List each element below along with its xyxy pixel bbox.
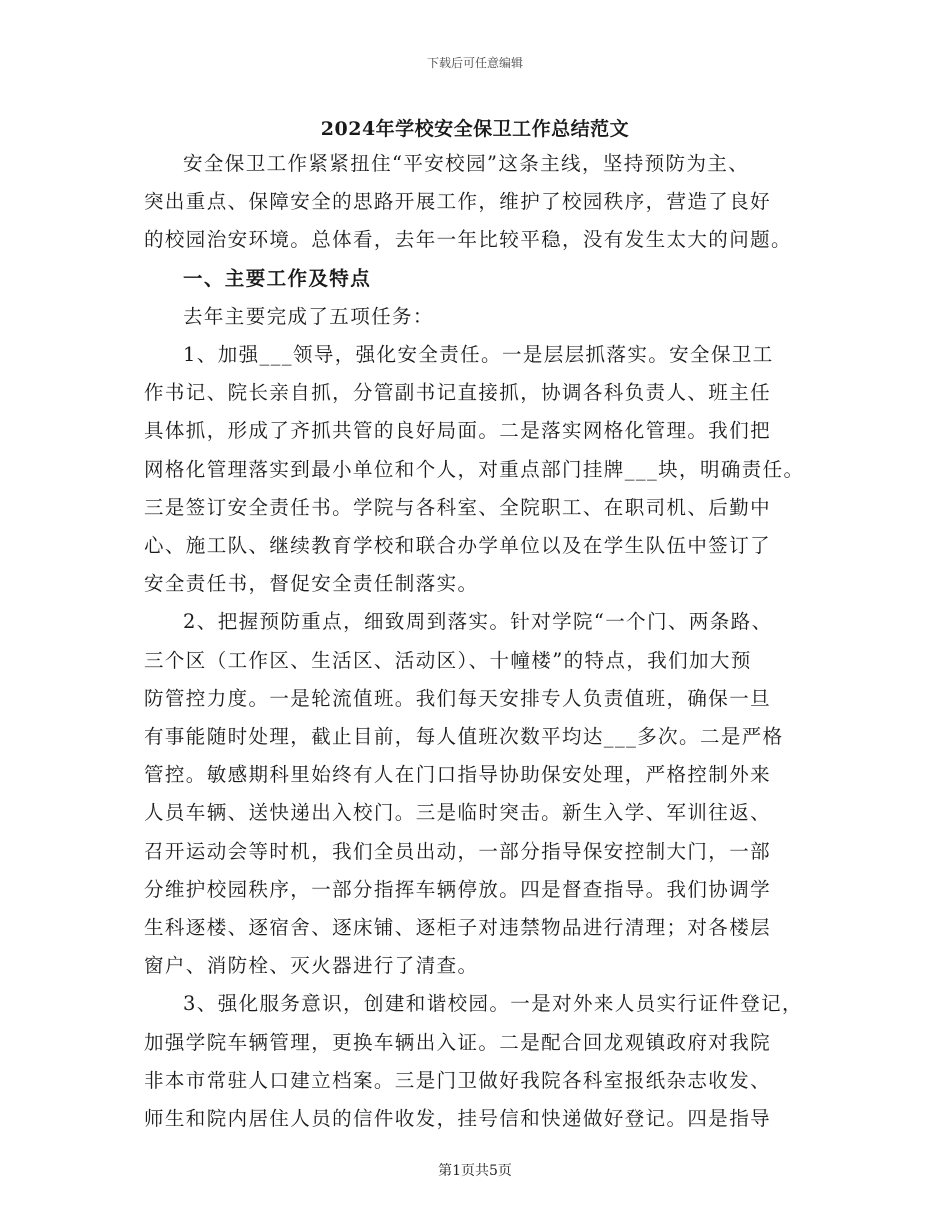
body-line: 3、强化服务意识，创建和谐校园。一是对外来人员实行证件登记， xyxy=(183,992,803,1016)
body-line: 网格化管理落实到最小单位和个人，对重点部门挂牌___块，明确责任。 xyxy=(144,457,805,481)
section-heading: 一、主要工作及特点 xyxy=(183,266,372,290)
body-line: 师生和院内居住人员的信件收发，挂号信和快递做好登记。四是指导 xyxy=(144,1107,772,1130)
body-line: 2、把握预防重点，细致周到落实。针对学院“一个门、两条路、 xyxy=(183,610,773,634)
body-line: 管控。敏感期科里始终有人在门口指导协助保安处理，严格控制外来 xyxy=(144,763,772,787)
body-line: 1、加强___领导，强化安全责任。一是层层抓落实。安全保卫工 xyxy=(183,343,774,366)
body-line: 安全保卫工作紧紧扭住“平安校园”这条主线，坚持预防为主、 xyxy=(183,152,750,175)
body-line: 安全责任书，督促安全责任制落实。 xyxy=(144,572,479,596)
body-line: 生科逐楼、逐宿舍、逐床铺、逐柜子对违禁物品进行清理；对各楼层 xyxy=(144,916,772,939)
body-line: 非本市常驻人口建立档案。三是门卫做好我院各科室报纸杂志收发、 xyxy=(144,1068,772,1092)
document-title: 2024年学校安全保卫工作总结范文 xyxy=(320,118,630,140)
body-line: 分维护校园秩序，一部分指挥车辆停放。四是督查指导。我们协调学 xyxy=(144,877,772,901)
body-line: 三个区（工作区、生活区、活动区）、十幢楼”的特点，我们加大预 xyxy=(144,648,752,672)
body-line: 有事能随时处理，截止目前，每人值班次数平均达___多次。二是严格 xyxy=(144,725,784,748)
body-line: 人员车辆、送快递出入校门。三是临时突击。新生入学、军训往返、 xyxy=(144,801,772,825)
body-line: 加强学院车辆管理，更换车辆出入证。二是配合回龙观镇政府对我院 xyxy=(144,1030,772,1054)
body-line: 作书记、院长亲自抓，分管副书记直接抓，协调各科负责人、班主任 xyxy=(144,381,772,405)
body-line: 召开运动会等时机，我们全员出动，一部分指导保安控制大门，一部 xyxy=(144,839,772,863)
body-line: 三是签订安全责任书。学院与各科室、全院职工、在职司机、后勤中 xyxy=(144,495,772,519)
body-line: 窗户、消防栓、灭火器进行了清查。 xyxy=(144,954,479,978)
page-footer: 第1页共5页 xyxy=(438,1163,512,1179)
body-line: 去年主要完成了五项任务： xyxy=(183,304,434,328)
body-line: 防管控力度。一是轮流值班。我们每天安排专人负责值班，确保一旦 xyxy=(144,686,772,710)
body-line: 突出重点、保障安全的思路开展工作，维护了校园秩序，营造了良好 xyxy=(144,190,772,214)
header-note: 下载后可任意编辑 xyxy=(426,56,523,70)
body-line: 的校园治安环境。总体看，去年一年比较平稳，没有发生太大的问题。 xyxy=(144,228,792,252)
body-line: 心、施工队、继续教育学校和联合办学单位以及在学生队伍中签订了 xyxy=(144,534,772,557)
body-line: 具体抓，形成了齐抓共管的良好局面。二是落实网格化管理。我们把 xyxy=(144,419,772,443)
